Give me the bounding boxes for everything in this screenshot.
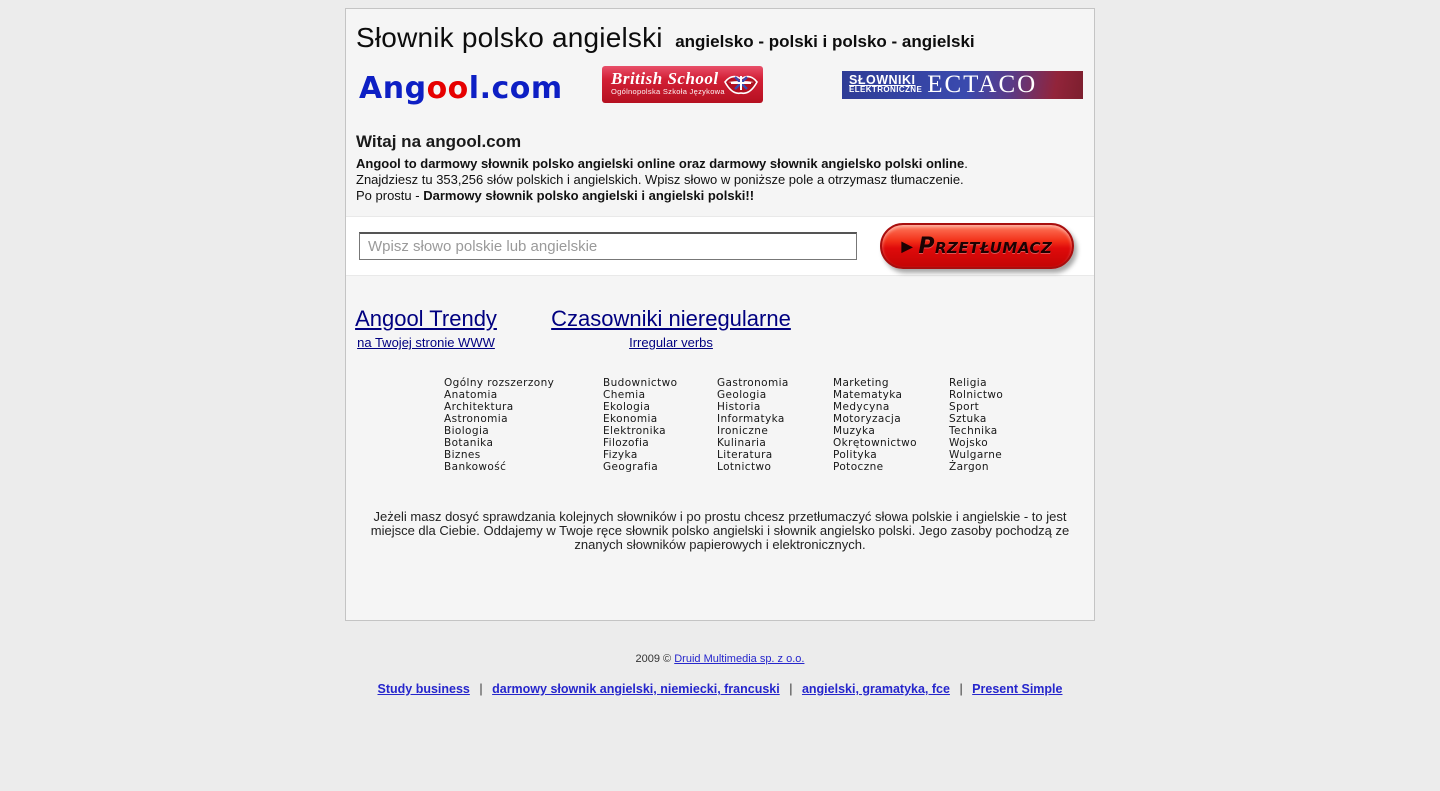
welcome-line-2: Znajdziesz tu 353,256 słów polskich i angielskich. Wpisz słowo w poniższe pole a otrzymasz tłumaczenie. (356, 172, 964, 187)
footer-separator: | (479, 682, 483, 696)
welcome-heading: Witaj na angool.com (356, 132, 522, 151)
footer-link-darmowy-slownik[interactable]: darmowy słownik angielski, niemiecki, francuski (492, 682, 780, 696)
category-link[interactable]: Sztuka (949, 413, 987, 425)
welcome-section (346, 132, 1094, 204)
lips-flag-icon (723, 71, 759, 102)
category-link[interactable]: Marketing (833, 377, 889, 389)
main-container (345, 8, 1095, 621)
category-link[interactable]: Geologia (717, 389, 767, 401)
angool-trendy-sub-link[interactable]: na Twojej stronie WWW (357, 335, 495, 350)
angool-logo[interactable] (359, 71, 563, 106)
footer-link-angielski-gramatyka[interactable]: angielski, gramatyka, fce (801, 682, 950, 696)
welcome-line-1: Angool to darmowy słownik polsko angielski online oraz darmowy słownik angielsko polski online. (356, 156, 968, 171)
category-link[interactable]: Biologia (444, 425, 490, 437)
promo-irregular-verbs (506, 306, 836, 350)
promo-angool-trendy (346, 306, 506, 350)
footer-separator: | (959, 682, 963, 696)
category-link[interactable]: Okrętownictwo (833, 437, 917, 449)
logo-banner-row (346, 69, 1094, 115)
category-link[interactable]: Chemia (603, 389, 646, 401)
welcome-line-3: Po prostu - Darmowy słownik polsko angielski i angielski polski!! (356, 188, 755, 203)
category-link[interactable]: Ironiczne (717, 425, 769, 437)
search-section (346, 216, 1094, 276)
category-link[interactable]: Wulgarne (949, 449, 1003, 461)
search-input[interactable] (359, 232, 857, 260)
category-link[interactable]: Biznes (444, 449, 481, 461)
ectaco-label-bottom: ELEKTRONICZNE (849, 85, 923, 94)
category-link[interactable]: Botanika (444, 437, 494, 449)
ectaco-labels (849, 75, 922, 95)
category-link[interactable]: Geografia (603, 461, 659, 473)
category-link[interactable]: Informatyka (717, 413, 785, 425)
ectaco-banner[interactable] (842, 71, 1083, 99)
play-arrow-icon: ▶ (901, 237, 913, 254)
category-link[interactable]: Sport (949, 401, 980, 413)
footer-links-row (0, 682, 1440, 696)
category-link[interactable]: Architektura (444, 401, 514, 413)
category-link[interactable]: Wojsko (949, 437, 989, 449)
category-link[interactable]: Lotnictwo (717, 461, 772, 473)
translate-button-label: Przetłumacz (918, 233, 1053, 259)
copyright-line (0, 653, 1440, 665)
category-link[interactable]: Gastronomia (717, 377, 789, 389)
category-link[interactable]: Muzyka (833, 425, 876, 437)
category-link[interactable]: Ekonomia (603, 413, 658, 425)
irregular-verbs-link[interactable]: Czasowniki nieregularne (551, 306, 791, 331)
category-column-2 (603, 377, 717, 473)
category-link[interactable]: Anatomia (444, 389, 498, 401)
british-school-banner[interactable] (602, 66, 763, 103)
category-link[interactable]: Fizyka (603, 449, 638, 461)
footer-link-study-business[interactable]: Study business (377, 682, 470, 696)
promo-links-row (346, 306, 1094, 350)
category-column-1 (444, 377, 603, 473)
category-link[interactable]: Historia (717, 401, 761, 413)
footer-separator: | (789, 682, 793, 696)
category-link[interactable]: Kulinaria (717, 437, 767, 449)
category-link[interactable]: Filozofia (603, 437, 650, 449)
category-link[interactable]: Żargon (949, 461, 989, 473)
category-link[interactable]: Technika (949, 425, 998, 437)
category-link[interactable]: Matematyka (833, 389, 903, 401)
ectaco-brand: ECTACO (927, 71, 1038, 98)
category-link[interactable]: Elektronika (603, 425, 667, 437)
category-link[interactable]: Rolnictwo (949, 389, 1004, 401)
ectaco-label-top: SŁOWNIKI (849, 73, 916, 87)
british-school-subtitle: Ogólnopolska Szkoła Językowa (611, 87, 725, 96)
category-link[interactable]: Ekologia (603, 401, 651, 413)
copyright-prefix: 2009 © (635, 653, 672, 665)
page-title: Słownik polsko angielski (356, 22, 663, 53)
category-link[interactable]: Potoczne (833, 461, 884, 473)
british-school-title: British School (611, 69, 719, 88)
page (0, 8, 1440, 791)
category-link[interactable]: Motoryzacja (833, 413, 902, 425)
category-list (346, 377, 1094, 473)
category-column-4 (833, 377, 949, 473)
category-link[interactable]: Astronomia (444, 413, 508, 425)
footer-link-present-simple[interactable]: Present Simple (972, 682, 1063, 696)
category-link[interactable]: Literatura (717, 449, 773, 461)
page-subtitle: angielsko - polski i polsko - angielski (675, 32, 975, 51)
irregular-verbs-sub-link[interactable]: Irregular verbs (629, 335, 713, 350)
page-header (346, 9, 1094, 54)
category-link[interactable]: Polityka (833, 449, 878, 461)
angool-trendy-link[interactable]: Angool Trendy (355, 306, 497, 331)
translate-button[interactable] (880, 223, 1074, 269)
logo-part-1: Ang (359, 71, 427, 106)
category-column-5 (949, 377, 1059, 473)
logo-part-2: oo (426, 71, 469, 106)
druid-multimedia-link[interactable]: Druid Multimedia sp. z o.o. (674, 653, 805, 665)
category-link[interactable]: Medycyna (833, 401, 890, 413)
page-footer (0, 653, 1440, 696)
about-paragraph: Jeżeli masz dosyć sprawdzania kolejnych słowników i po prostu chcesz przetłumaczyć słowa polskie i angielskie - to jest miejsce dla Ciebie. Oddajemy w Twoje ręce słownik polsko angielski i słownik angielsko polski. Jego zasoby pochodzą ze znanych słowników papierowych i elektronicznych. (370, 509, 1070, 552)
category-link[interactable]: Budownictwo (603, 377, 678, 389)
category-link[interactable]: Ogólny rozszerzony (444, 377, 555, 389)
logo-part-3: l.com (468, 71, 563, 106)
category-link[interactable]: Religia (949, 377, 987, 389)
category-link[interactable]: Bankowość (444, 461, 507, 473)
category-column-3 (717, 377, 833, 473)
